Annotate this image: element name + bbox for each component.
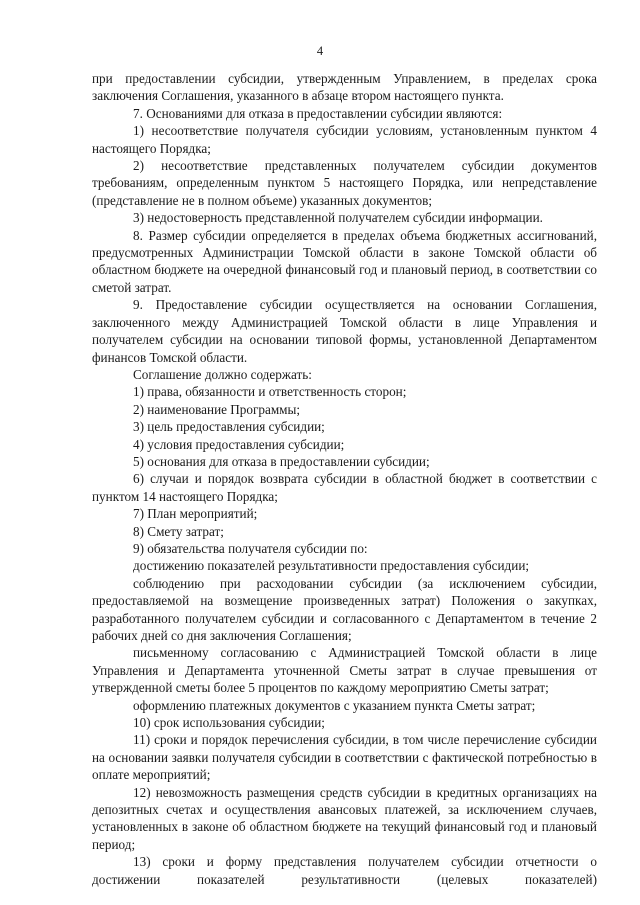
list-item: 2) наименование Программы; <box>133 401 301 417</box>
sub-item: оформлению платежных документов с указанием пункта Сметы затрат; <box>133 697 536 713</box>
list-item: 3) цель предоставления субсидии; <box>133 419 325 435</box>
list-item: 6) случаи и порядок возврата субсидии в областной бюджет в соответствии с пунктом 14 настоящего Порядка; <box>92 471 597 504</box>
sub-item: соблюдению при расходовании субсидии (за исключением субсидии, предоставляемой на возмещение произведенных затрат) Положения о закупках, разработанного получателем субсидии и согласованного с Департаментом в течение 2 рабочих дней со дня заключения Соглашения; <box>92 575 597 643</box>
list-item: 4) условия предоставления субсидии; <box>133 436 345 452</box>
list-item: 8) Смету затрат; <box>133 523 224 539</box>
list-item: 3) недостоверность представленной получателем субсидии информации. <box>133 210 543 226</box>
list-item: 2) несоответствие представленных получателем субсидии документов требованиям, определенным пунктом 5 настоящего Порядка, или непредставление (представление не в полном объеме) указанных документов; <box>92 158 597 208</box>
list-item: 10) срок использования субсидии; <box>133 715 325 731</box>
paragraph: 9. Предоставление субсидии осуществляется на основании Соглашения, заключенного между Администрацией Томской области в лице Управления и получателем субсидии на основании типовой формы, установленной Департаментом финансов Томской области. <box>92 297 597 365</box>
list-item: 7) План мероприятий; <box>133 506 258 522</box>
sub-item: достижению показателей результативности предоставления субсидии; <box>133 558 530 574</box>
sub-item: письменному согласованию с Администрацией Томской области в лице Управления и Департамента уточненной Сметы затрат в случае превышения от утвержденной сметы более 5 процентов по каждому мероприятию Сметы затрат; <box>92 645 597 696</box>
paragraph: 7. Основаниями для отказа в предоставлении субсидии являются: <box>133 105 503 121</box>
document-body <box>92 70 597 888</box>
list-item: 9) обязательства получателя субсидии по: <box>133 540 368 556</box>
paragraph: Соглашение должно содержать: <box>133 366 312 382</box>
list-item: 5) основания для отказа в предоставлении субсидии; <box>133 453 430 469</box>
list-item: 12) невозможность размещения средств субсидии в кредитных организациях на депозитных счетах и осуществления авансовых платежей, за исключением случаев, установленных в законе об областном бюджете на текущий финансовый год и плановый период; <box>92 784 597 852</box>
list-item: 13) сроки и форму представления получателем субсидии отчетности о достижении показателей результативности (целевых показателей) <box>92 854 597 887</box>
list-item: 1) несоответствие получателя субсидии условиям, установленным пунктом 4 настоящего Порядка; <box>92 123 597 156</box>
list-item: 11) сроки и порядок перечисления субсидии, в том числе перечисление субсидии на основании заявки получателя субсидии в соответствии с фактической потребностью в оплате мероприятий; <box>92 732 597 783</box>
page-number: 4 <box>316 44 324 58</box>
paragraph: при предоставлении субсидии, утвержденным Управлением, в пределах срока заключения Соглашения, указанного в абзаце втором настоящего пункта. <box>92 71 597 104</box>
list-item: 1) права, обязанности и ответственность сторон; <box>133 384 407 400</box>
paragraph: 8. Размер субсидии определяется в пределах объема бюджетных ассигнований, предусмотренных Администрации Томской области в законе Томской области об областном бюджете на очередной финансовый год и плановый период, в соответствии со сметой затрат. <box>92 227 597 295</box>
